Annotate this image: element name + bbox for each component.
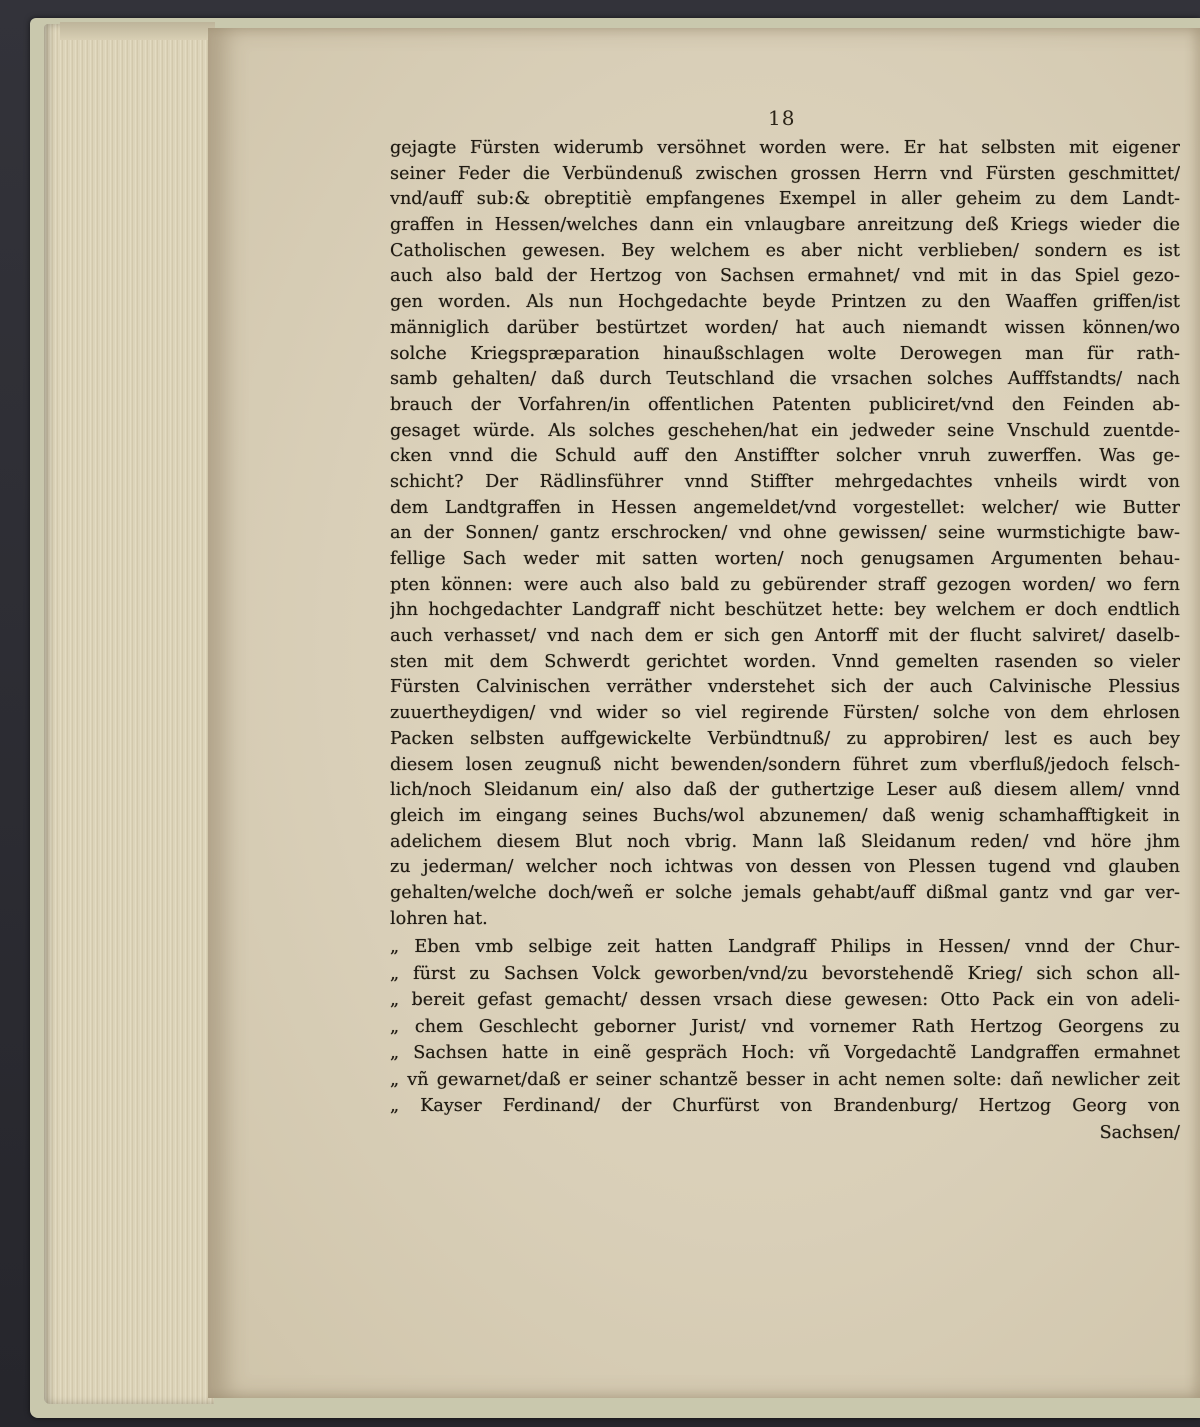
text-line: Packen selbsten auffgewickelte Verbündtnuß/ zu approbiren/ lest es auch bey bbox=[390, 728, 1180, 749]
quoted-line: „ fürst zu Sachsen Volck geworben/vnd/zu bevorstehendẽ Krieg/ sich schon all- bbox=[390, 963, 1180, 984]
text-line: an der Sonnen/ gantz erschrocken/ vnd ohne gewissen/ seine wurmstichigte baw- bbox=[390, 523, 1180, 544]
quoted-line: „ Sachsen hatte in einẽ gespräch Hoch: vñ Vorgedachtẽ Landgraffen ermahnet bbox=[390, 1043, 1180, 1064]
page-number: 18 bbox=[768, 106, 796, 130]
text-line: Catholischen gewesen. Bey welchem es aber nicht verblieben/ sondern es ist bbox=[390, 240, 1180, 261]
text-line: männiglich darüber bestürtzet worden/ hat auch niemandt wissen können/wo bbox=[390, 317, 1180, 338]
quoted-line: „ Kayser Ferdinand/ der Churfürst von Brandenburg/ Hertzog Georg von bbox=[390, 1096, 1180, 1117]
text-line: Fürsten Calvinischen verräther vnderstehet sich der auch Calvinische Plessius bbox=[390, 677, 1180, 698]
text-line: gejagte Fürsten widerumb versöhnet worden were. Er hat selbsten mit eigener bbox=[390, 138, 1180, 158]
text-line: gehalten/welche doch/weñ er solche jemals gehabt/auff dißmal gantz vnd gar ver- bbox=[390, 882, 1180, 903]
quoted-line: „ bereit gefast gemacht/ dessen vrsach diese gewesen: Otto Pack ein von adeli- bbox=[390, 990, 1180, 1011]
text-line: lich/noch Sleidanum ein/ also daß der guthertzige Leser auß diesem allem/ vnnd bbox=[390, 780, 1180, 801]
quoted-line: „ chem Geschlecht geborner Jurist/ vnd vornemer Rath Hertzog Georgens zu bbox=[390, 1016, 1180, 1037]
text-line: sten mit dem Schwerdt gerichtet worden. Vnnd gemelten rasenden so vieler bbox=[390, 651, 1180, 672]
text-line: gen worden. Als nun Hochgedachte beyde Printzen zu den Waaffen griffen/ist bbox=[390, 292, 1180, 313]
catchword: Sachsen/ bbox=[1099, 1122, 1180, 1143]
text-line: jhn hochgedachter Landgraff nicht beschützet hette: bey welchem er doch endtlich bbox=[390, 600, 1180, 621]
text-line: fellige Sach weder mit satten worten/ noch genugsamen Argumenten behau- bbox=[390, 549, 1180, 569]
text-line: dem Landtgraffen in Hessen angemeldet/vnd vorgestellet: welcher/ wie Butter bbox=[390, 497, 1180, 518]
text-line: solche Kriegspræparation hinaußschlagen wolte Derowegen man für rath- bbox=[390, 343, 1180, 364]
text-line: pten können: were auch also bald zu gebürender straff gezogen worden/ wo fern bbox=[390, 574, 1180, 595]
text-block bbox=[390, 136, 1180, 1146]
text-line: adelichem diesem Blut noch vbrig. Mann laß Sleidanum reden/ vnd höre jhm bbox=[390, 831, 1180, 852]
text-line: auch also bald der Hertzog von Sachsen ermahnet/ vnd mit in das Spiel gezo- bbox=[390, 266, 1180, 287]
quoted-line: „ Eben vmb selbige zeit hatten Landgraff Philips in Hessen/ vnnd der Chur- bbox=[390, 937, 1180, 958]
body-text bbox=[390, 136, 1180, 932]
book-page bbox=[208, 28, 1200, 1398]
text-line: schicht? Der Rädlinsführer vnnd Stiffter mehrgedachtes vnheils wirdt von bbox=[390, 471, 1180, 492]
text-line: gesaget würde. Als solches geschehen/hat ein jedweder seine Vnschuld zuentde- bbox=[390, 420, 1180, 441]
text-line: seiner Feder die Verbündenuß zwischen grossen Herrn vnd Fürsten geschmittet/ bbox=[390, 163, 1180, 184]
text-line: graffen in Hessen/welches dann ein vnlaugbare anreitzung deß Kriegs wieder die bbox=[390, 215, 1180, 236]
text-line: auch verhasset/ vnd nach dem er sich gen Antorff mit der flucht salviret/ daselb- bbox=[390, 626, 1180, 647]
page-edges-top bbox=[60, 22, 215, 40]
text-line: gleich im eingang seines Buchs/wol abzunemen/ daß wenig schamhafftigkeit in bbox=[390, 805, 1180, 826]
text-line: zuuertheydigen/ vnd wider so viel regirende Fürsten/ solche von dem ehrlosen bbox=[390, 703, 1180, 724]
text-line: diesem losen zeugnuß nicht bewenden/sondern führet zum vberfluß/jedoch felsch- bbox=[390, 754, 1180, 775]
text-line: zu jederman/ welcher noch ichtwas von dessen von Plessen tugend vnd glauben bbox=[390, 857, 1180, 878]
text-line: samb gehalten/ daß durch Teutschland die vrsachen solches Aufffstandts/ nach bbox=[390, 369, 1180, 390]
text-line: vnd/auff sub:& obreptitiè empfangenes Exempel in aller geheim zu dem Landt- bbox=[390, 189, 1180, 210]
page-edges bbox=[44, 24, 214, 1404]
text-line: cken vnnd die Schuld auff den Anstiffter solcher vnruh zuwerffen. Was ge- bbox=[390, 446, 1180, 467]
text-line: brauch der Vorfahren/in offentlichen Patenten publiciret/vnd den Feinden ab- bbox=[390, 394, 1180, 415]
text-line: lohren hat. bbox=[390, 908, 488, 929]
quoted-line: „ vñ gewarnet/daß er seiner schantzẽ besser in acht nemen solte: dañ newlicher zeit bbox=[390, 1069, 1180, 1090]
quoted-passage bbox=[390, 934, 1180, 1120]
